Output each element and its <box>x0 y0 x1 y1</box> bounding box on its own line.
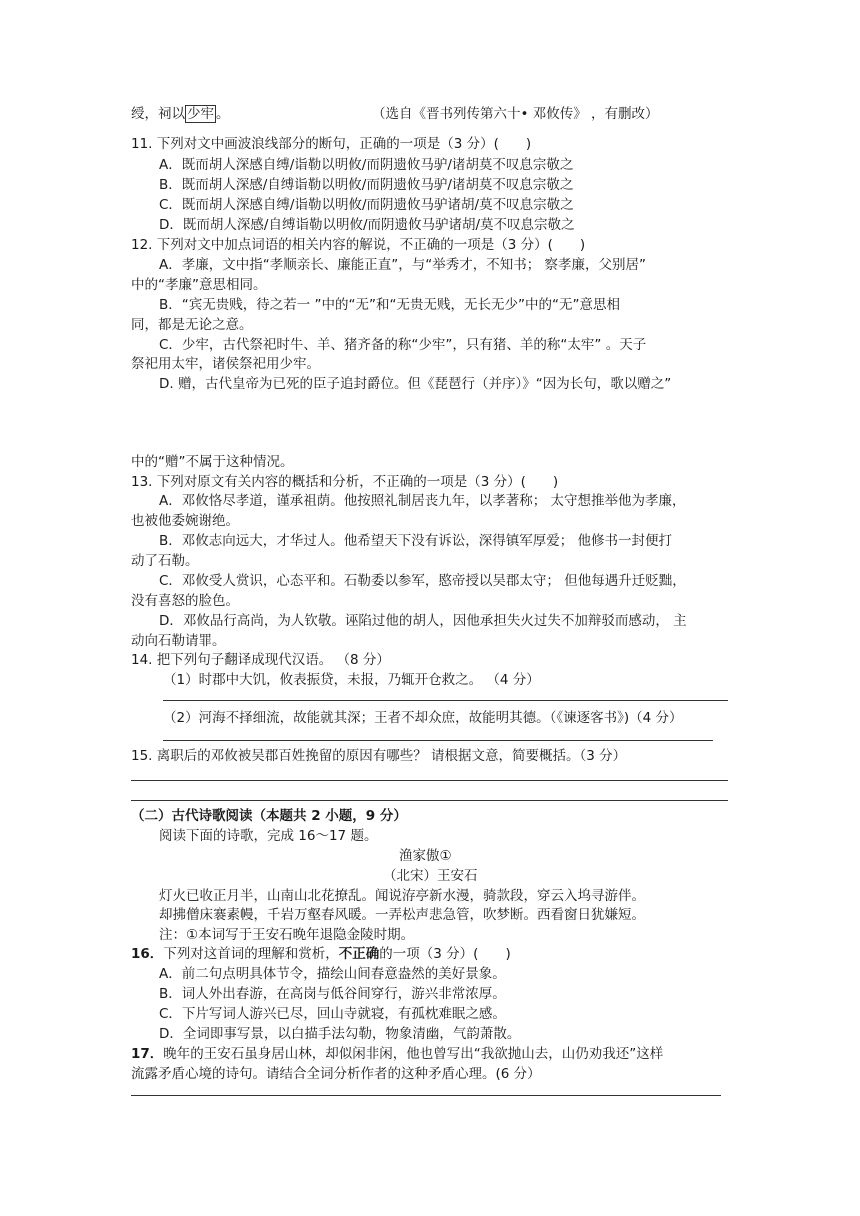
q16-emphasis: 不正确 <box>338 946 380 962</box>
q12-option-d-line2: 中的“赠”不属于这种情况。 <box>131 454 294 470</box>
q17-answer-line <box>131 1095 721 1096</box>
q16-number: 16． <box>131 946 164 962</box>
q16-stem-tail: 的一项（3 分）( ) <box>379 946 511 962</box>
q13-option-b-line2: 动了石勒。 <box>131 553 199 569</box>
q14-stem: 14. 把下列句子翻译成现代汉语。 （8 分） <box>131 652 390 668</box>
q13-option-d-line1: D．邓攸品行高尚，为人钦敬。诬陷过他的胡人，因他承担失火过失不加辩驳而感动， 主 <box>159 613 687 629</box>
q13-option-c-line1: C．邓攸受人赏识，心态平和。石勒委以参军，愍帝授以吴郡太守； 但他每遇升迁贬黜， <box>159 573 686 589</box>
q14-answer-line-2 <box>163 740 713 741</box>
poem-line-2: 却拂僧床褰素幔，千岩万壑春风暖。一弄松声悲急管，吹梦断。西看窗日犹嫌短。 <box>159 907 645 923</box>
q12-option-c-line2: 祭祀用太牢，诸侯祭祀用少牢。 <box>131 356 320 372</box>
q15-stem: 15. 离职后的邓攸被吴郡百姓挽留的原因有哪些？ 请根据文意，简要概括。（3 分） <box>131 748 627 764</box>
q11-option-c: C．既而胡人深感自缚/诣勒以明攸/而阴遗攸马驴诸胡/莫不叹息宗敬之 <box>159 197 574 213</box>
section2-heading: （二）古代诗歌阅读（本题共 2 小题，9 分） <box>131 808 407 824</box>
q12-option-c-line1: C．少牢，古代祭祀时牛、羊、猪齐备的称“少牢”，只有猪、羊的称“太牢” 。天子 <box>159 337 647 353</box>
q17-text-1: 晚年的王安石虽身居山林，却似闲非闲，他也曾写出“我欲抛山去，山仍劝我还”这样 <box>163 1046 664 1062</box>
q12-stem: 12. 下列对文中加点词语的相关内容的解说，不正确的一项是（3 分）( ) <box>131 237 586 253</box>
q16-option-b: B．词人外出春游，在高岗与低谷间穿行，游兴非常浓厚。 <box>159 986 506 1002</box>
passage-ending-text: 绶，祠以 <box>131 106 185 122</box>
q15-answer-line-2 <box>131 800 728 801</box>
q15-answer-line-1 <box>131 780 728 781</box>
passage-ending <box>131 104 230 124</box>
poem-note: 注：①本词写于王安石晚年退隐金陵时期。 <box>159 927 415 943</box>
q12-option-b-line2: 同，都是无论之意。 <box>131 317 253 333</box>
q16-stem-text: 下列对这首词的理解和赏析， <box>163 946 339 962</box>
poem-title: 渔家傲① <box>399 848 452 864</box>
q14-sentence-2: （2）河海不择细流，故能就其深；王者不却众庶，故能明其德。（《谏逐客书》)（4 分） <box>163 710 683 726</box>
q16-option-c: C．下片写词人游兴已尽，回山寺就寝，有孤枕难眠之感。 <box>159 1006 506 1022</box>
q13-stem: 13. 下列对原文有关内容的概括和分析，不正确的一项是（3 分）( ) <box>131 474 559 490</box>
q13-option-b-line1: B．邓攸志向远大，才华过人。他希望天下没有诉讼，深得镇军厚爱； 他修书一封便打 <box>159 533 673 549</box>
boxed-word: 少牢 <box>187 106 214 122</box>
passage-ending-punct: 。 <box>216 106 230 122</box>
q11-option-b: B．既而胡人深感/自缚诣勒以明攸/而阴遗攸马驴/诸胡莫不叹息宗敬之 <box>159 177 574 193</box>
q11-option-a: A．既而胡人深感自缚/诣勒以明攸/而阴遗攸马驴/诸胡莫不叹息宗敬之 <box>159 157 574 173</box>
q12-option-a-line1: A．孝廉，文中指“孝顺亲长、廉能正直”，与“举秀才，不知书； 察孝廉，父别居” <box>159 257 647 273</box>
q17-number: 17． <box>131 1046 164 1062</box>
q13-option-a-line2: 也被他委婉谢绝。 <box>131 513 239 529</box>
q11-option-d: D．既而胡人深感/自缚诣勒以明攸/而阴遗攸马驴诸胡/莫不叹息宗敬之 <box>159 217 575 233</box>
q17-stem-line2: 流露矛盾心境的诗句。请结合全词分析作者的这种矛盾心理。(6 分） <box>131 1066 541 1082</box>
poem-author: （北宋）王安石 <box>383 868 478 884</box>
poem-line-1: 灯火已收正月半，山南山北花撩乱。闻说洊亭新水漫，骑款段，穿云入坞寻游伴。 <box>159 888 645 904</box>
q13-option-c-line2: 没有喜怒的脸色。 <box>131 593 239 609</box>
q14-answer-line-1 <box>163 700 728 701</box>
q11-stem: 11. 下列对文中画波浪线部分的断句，正确的一项是（3 分）( ) <box>131 136 532 152</box>
q12-option-a-line2: 中的“孝廉”意思相同。 <box>131 277 267 293</box>
q13-option-d-line2: 动向石勒请罪。 <box>131 633 226 649</box>
q16-option-a: A．前二句点明具体节令，描绘山间春意盎然的美好景象。 <box>159 966 506 982</box>
q16-option-d: D．全词即事写景，以白描手法勾勒，物象清幽，气韵萧散。 <box>159 1026 521 1042</box>
q12-option-d-line1: D. 赠，古代皇帝为已死的臣子追封爵位。但《琵琶行（并序）》“因为长句，歌以赠之” <box>159 376 672 392</box>
q16-stem <box>131 944 511 964</box>
source-note: （选自《晋书列传第六十• 邓攸传》 ，有删改） <box>372 106 659 122</box>
q14-sentence-1: （1）时郡中大饥，攸表振贷，未报，乃辄开仓救之。 （4 分） <box>163 672 540 688</box>
q17-stem-line1 <box>131 1044 663 1064</box>
q12-option-b-line1: B．“宾无贵贱，待之若一 ”中的“无”和“无贵无贱，无长无少”中的“无”意思相 <box>159 297 621 313</box>
q13-option-a-line1: A．邓攸恪尽孝道，谨承祖荫。他按照礼制居丧九年，以孝著称； 太守想推举他为孝廉， <box>159 493 686 509</box>
section2-intro: 阅读下面的诗歌，完成 16～17 题。 <box>159 828 378 844</box>
